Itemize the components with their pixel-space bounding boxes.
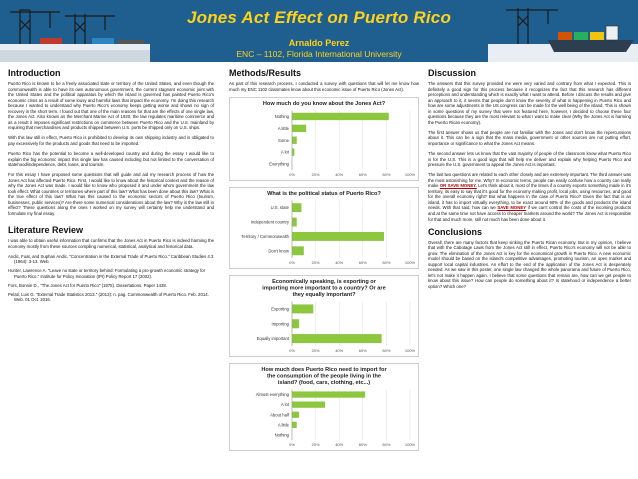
discussion-text: The last two questions are related to each other closely and are extremely important. The third answer was the most astonishing for me. Why? In economic terms, people can easily confuse how a country can really make: [428, 172, 631, 189]
x-tick-label: 20%: [311, 347, 320, 353]
x-tick-label: 0%: [289, 347, 295, 353]
chart-title: importing more important to a country? Or are: [262, 285, 386, 292]
x-tick-label: 0%: [289, 259, 295, 265]
x-tick-label: 60%: [358, 347, 367, 353]
bar: [292, 391, 365, 397]
category-label: A little: [277, 421, 289, 427]
author-name: Arnaldo Perez: [288, 38, 350, 48]
category-label: U.S. state: [270, 204, 289, 210]
category-label: A lot: [280, 401, 289, 407]
survey-chart-2: [229, 187, 419, 269]
x-tick-label: 80%: [382, 259, 391, 265]
category-label: A lot: [280, 149, 289, 155]
x-tick-label: 100%: [404, 441, 416, 447]
emphasis-save-money: OR SAVE MONEY.: [439, 183, 477, 189]
bar: [292, 411, 299, 417]
left-column: [8, 68, 214, 306]
category-label: Exporting: [271, 306, 289, 312]
cargo-ship-illustration: [488, 0, 638, 62]
x-tick-label: 80%: [382, 347, 391, 353]
survey-chart-3: [229, 275, 419, 357]
discussion-text: Let's think about it, most of the times if a country exports something made in it's territory, its easy to say that it's good for the economy making profit, local jobs, using resources, and good for the overall economy right? But what happens in the case of Puerto Rico? Given the fact that is an island, it has to import virtually everything, to be exact around 90% of the goods and products the island needs. With that said, how can we: [428, 183, 631, 211]
category-label: Nothing: [274, 113, 289, 119]
discussion-paragraph: The second answer lets us know that the vast majority of people of the classroom know what Puerto Rico is for the U.S. This is a good sign that will help me deliver and explain why helping Puerto Rico and pressure the U.S. government to appeal the Jones Act is important.: [428, 151, 631, 168]
introduction-paragraph: Puerto Rico is known to be a freely associated state or territory of the United States, and even though the commonwealth is able to have its own autonomous government, the current stagnant economic joint with the United States and the political apparatus by which the island is governed has painted Puerto Rico's economic crisis as a result of some lousy and harmful laws that impact the economy. I'm doing this research because I wanted to understand why Puerto Rico's economy keeps getting worse and shows no sign of recovery in the short term. I found out that one of the main reasons for that are the effects of one single law, the Jones Act. Also known as the Merchant Marine Act of 1920, the law regulates maritime commerce and as a result it imposes significant restrictions on commerce between Puerto Rico and the U.S. mainland by requiring that merchandises and products shipped between U.S. ports be shipped only on U.S. ships.: [8, 81, 214, 131]
literature-review-intro: I was able to obtain useful information that confirms that the Jones Act in Puerto Rico is indeed harming the economy mostly from these sources compiling numerical, statistical, analytical and historical data.: [8, 238, 214, 249]
x-tick-label: 40%: [335, 441, 344, 447]
x-tick-label: 80%: [382, 171, 391, 177]
methods-intro: As part of this research process, I conducted a survey with questions that will let me know how much my ENC 1102 classmates know about this economic issue of Puerto Rico (Jones Act).: [229, 81, 419, 92]
chart-title: How much do you know about the Jones Act?: [262, 100, 386, 107]
emphasis-save-money: SAVE MONEY: [497, 205, 527, 211]
conclusions-heading: Conclusions: [428, 226, 483, 237]
bar: [292, 304, 313, 313]
reference-item: Fors, Bonnie D., "The Jones Act for Puerto Rico" (1975). Dissertations. Paper 1438.: [8, 282, 168, 288]
bar: [292, 421, 297, 427]
bar: [292, 136, 297, 143]
middle-column: [229, 68, 419, 457]
survey-chart-1-svg: [230, 98, 418, 180]
discussion-heading: Discussion: [428, 68, 477, 78]
category-label: Nothing: [274, 432, 289, 438]
bar: [292, 246, 304, 255]
category-label: Equally important: [256, 335, 289, 341]
affiliation: ENC – 1102, Florida International University: [236, 49, 402, 59]
survey-chart-4: [229, 363, 419, 451]
reference-item: Hunter, Lawrence A. "Leave no state or territory behind: Formulating a pro-growth economic strategy for Puerto Rico." Institute for Policy Innovation (IPI) Policy Report 17 (2002).: [8, 268, 206, 279]
discussion-paragraph: [428, 172, 631, 222]
bar: [292, 217, 297, 226]
introduction-paragraph: Puerto Rico has the potential to become a well-developed country and during the essay I would like to explain the big economic impact this single law has caused including but not limited to the conversation of statehood/independence, debt, loans, and tourism.: [8, 151, 214, 168]
chart-title: How much does Puerto Rico need to import for: [261, 366, 387, 373]
category-label: Almost everything: [255, 391, 289, 397]
category-label: Importing: [271, 320, 289, 326]
category-label: About half: [270, 411, 289, 417]
x-tick-label: 60%: [358, 441, 367, 447]
category-label: Everything: [269, 161, 289, 167]
x-tick-label: 60%: [358, 171, 367, 177]
chart-title: What is the political status of Puerto Rico?: [267, 190, 381, 197]
bar: [292, 334, 382, 343]
survey-chart-2-svg: [230, 188, 418, 268]
category-label: Territory / Commonwealth: [241, 233, 289, 239]
port-cranes-illustration: [0, 0, 150, 62]
bar: [292, 319, 299, 328]
x-tick-label: 100%: [404, 347, 416, 353]
x-tick-label: 40%: [335, 347, 344, 353]
introduction-paragraph: For this essay I have proposed some questions that will guide and aid my research process of how the Jones Act has affected Puerto Rico. First, I would like to know about the historical context and the reason of why the Jones Act was made. I would like to know who proposed it and under who's government the law took effect. What countries or territories where part of this law? What has been done about this law? What is the true effect of this law? What has this caused to the economic sectors of Puerto Rico (tourism, businesses, public services)? Are there some numerical considerations about the law? Why is the law still in effect? These questions along the ones I worked on my survey will certainly help me understand and formulate my final essay.: [8, 172, 214, 216]
poster-banner: [0, 0, 638, 62]
conclusions-text: Overall, there are many factors that keep sinking the Puerto Rican economy. But in my opinion, I believe that with the Cabotage Laws from the Jones Act still in effect, Puerto Rico's economy will not be able to grow. The elimination of the Jones Act is key for the economical growth in Puerto Rico. A new economic model should be based on the island's competitive advantages, promoting tourism, an open market and support local capital industries. An effort to the end of the application of the Jones Act is desperately needed. As we saw in this poster, one single law changed the whole panorama and future of Puerto Rico, let's not make it happen again. I believe that some questions that remain are, how can we get people to know about this issue? How can people do something about it? Is statehood or independence a better option? Which one?: [428, 239, 631, 289]
x-tick-label: 40%: [335, 171, 344, 177]
chart-title: island? (food, cars, clothing, etc...): [277, 379, 371, 386]
introduction-paragraph: With this law still in effect, Puerto Rico is prohibited to develop its own shipping industry and is obligated to pay excessively for the products and goods that need to be imported.: [8, 135, 214, 146]
x-tick-label: 60%: [358, 259, 367, 265]
survey-chart-3-svg: [230, 276, 418, 356]
x-tick-label: 80%: [382, 441, 391, 447]
x-tick-label: 40%: [335, 259, 344, 265]
x-tick-label: 100%: [404, 259, 416, 265]
discussion-text: if we can't control the costs of the incoming products and at the same time not have access to cheaper markets around the world? The Jones Act is responsible for that and much more, still not much has been done about it.: [428, 205, 631, 222]
x-tick-label: 100%: [404, 171, 416, 177]
right-column: [428, 68, 631, 294]
category-label: Some: [278, 137, 289, 143]
reference-item: Pelati, Luis G. "External Trade Statistics 2013." (2013): n. pag. Commonwealth of Puerto Rico. Feb. 2014. Web. 01 Oct. 2016.: [8, 291, 209, 303]
x-tick-label: 20%: [311, 259, 320, 265]
methods-heading: Methods/Results: [229, 68, 302, 78]
category-label: Independent country: [250, 219, 289, 225]
bar: [292, 203, 301, 212]
survey-chart-4-svg: [230, 364, 418, 450]
chart-title: the consumption of the people living in the: [266, 373, 382, 380]
chart-title: they equally important?: [292, 291, 356, 298]
literature-review-heading: Literature Review: [8, 225, 84, 236]
bar: [292, 401, 325, 407]
x-tick-label: 0%: [289, 171, 295, 177]
bar: [292, 148, 294, 155]
category-label: Don't know: [268, 247, 289, 253]
discussion-paragraph: The first answer shows us that people are not familiar with the Jones and don't know the repercussions about it. This can be a sign that the mass media, government or other sources are not putting effort, importance or significance to what the Jones Act means.: [428, 129, 631, 146]
x-tick-label: 20%: [311, 171, 320, 177]
chart-title: Economically speaking, is exporting or: [272, 278, 376, 285]
bar: [292, 124, 306, 131]
bar: [292, 112, 389, 119]
category-label: A little: [277, 125, 289, 131]
poster-title: Jones Act Effect on Puerto Rico: [186, 8, 452, 27]
x-tick-label: 20%: [311, 441, 320, 447]
x-tick-label: 0%: [289, 441, 295, 447]
survey-chart-1: [229, 97, 419, 181]
discussion-paragraph: The answers that this survey provided me were very varied and contrary from what I expected. This is definitely a good sign for this process because it recognizes the fact that this research has different perceptions and understanding which is exactly what I want to attend. Before I discuss the results and give an approach to it, it seems that people don't know the severity of what is happening in Puerto Rico and how are some adjustments in the US congress can be made for the well being of the island. This is shown in some questions of my survey that were not featured here, however, I decided to choose these four questions because they are the most relevant to what I want to make clear (Why the Jones Act is harming the Puerto Rican economy).: [428, 81, 631, 125]
introduction-heading: Introduction: [8, 68, 61, 78]
bar: [292, 232, 384, 241]
reference-item: Andic, Fuat, and Suphan Andic. "Concentration in the External Trade of Puerto Rico." Caribbean Studies 4.3 (1964): 3-13. Web.: [8, 253, 214, 265]
